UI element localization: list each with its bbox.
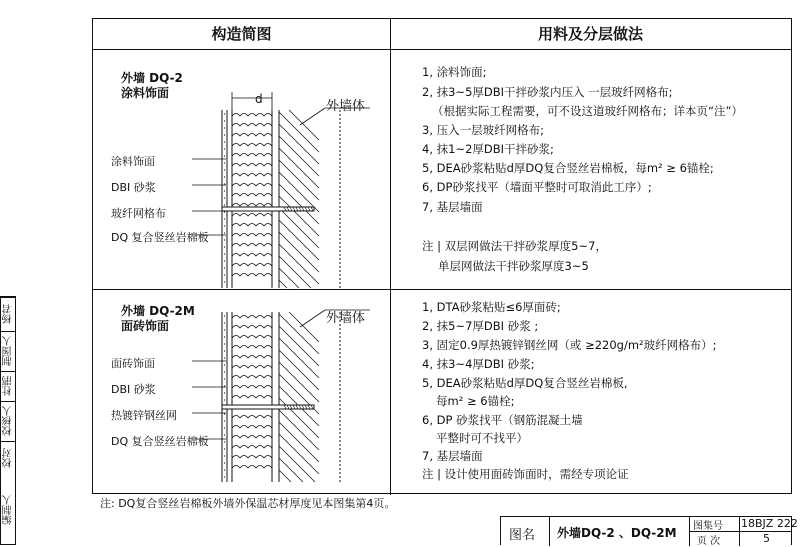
s1-step-2: 2, 抹3~5厚DBI干拌砂浆内压入 一层玻纤网格布;: [422, 85, 673, 99]
leader-rockwool: DQ 复合竖丝岩棉板: [111, 231, 209, 244]
rockwool-wave: [232, 194, 272, 197]
rockwool-wave: [232, 184, 272, 187]
wall-hatch: [279, 232, 319, 272]
mortar-dot: [224, 267, 225, 268]
leader-coating: 涂料饰面: [111, 155, 155, 168]
wall-hatch: [279, 196, 319, 236]
mortar-dot: [224, 385, 225, 386]
sidebar-cell-5: 校对: [1, 441, 15, 475]
leader-dbi: DBI 砂浆: [111, 181, 156, 194]
mortar-dot: [224, 246, 225, 247]
rockwool-wave: [232, 346, 272, 349]
rockwool-wave: [232, 134, 272, 137]
mortar-dot: [224, 371, 225, 372]
s1-step-6: 6, DP砂浆找平（墙面平整时可取消此工序）;: [422, 180, 652, 194]
tb-div-1: [549, 517, 550, 546]
s2-step-6-cont: 平整时可不找平）: [436, 431, 528, 445]
s2-step-7: 7, 基层墙面: [422, 449, 483, 463]
sidebar-cell-4: 校核人: [1, 401, 15, 441]
wall-hatch: [279, 160, 319, 200]
s2-step-5: 5, DEA砂浆粘贴d厚DQ复合竖丝岩棉板,: [422, 376, 628, 390]
section2-title-line1: 外墙 DQ-2M: [121, 304, 195, 318]
s2-step-2: 2, 抹5~7厚DBI 砂浆 ;: [422, 319, 539, 333]
wall-hatch: [279, 458, 303, 482]
mortar-dot: [224, 336, 225, 337]
rockwool-wave: [232, 224, 272, 227]
mortar-dot: [224, 183, 225, 184]
wall-hatch: [279, 422, 319, 462]
leader-tile: 面砖饰面: [111, 357, 155, 370]
mortar-dot: [224, 413, 225, 414]
rockwool-wave: [232, 124, 272, 127]
wall-hatch: [279, 326, 319, 366]
tb-name-label: 图名: [509, 528, 536, 543]
mortar-dot: [224, 469, 225, 470]
s2-step-5-cont: 每m² ≥ 6锚栓;: [436, 394, 515, 408]
section1-title-line1: 外墙 DQ-2: [121, 71, 183, 85]
mortar-dot: [224, 155, 225, 156]
wall-hatch: [279, 314, 319, 354]
wall-hatch: [289, 110, 319, 140]
mortar-dot: [224, 441, 225, 442]
rockwool-wave: [232, 114, 272, 117]
rockwool-wave: [232, 244, 272, 247]
rockwool-wave: [232, 366, 272, 369]
s2-step-4: 4, 抹3~4厚DBI 砂浆;: [422, 357, 535, 371]
rockwool-wave: [232, 144, 272, 147]
mortar-dot: [224, 190, 225, 191]
wall-hatch: [279, 172, 319, 212]
wall-hatch: [279, 244, 319, 284]
wall-hatch: [279, 350, 319, 390]
s1-step-1: 1, 涂料饰面;: [422, 65, 487, 79]
rockwool-wave: [232, 356, 272, 359]
mortar-dot: [224, 148, 225, 149]
rockwool-wave: [232, 326, 272, 329]
wall-leader: [300, 310, 325, 327]
wall-hatch: [279, 112, 319, 152]
rockwool-wave: [232, 446, 272, 449]
diagram-dq2: [192, 92, 370, 288]
rockwool-wave: [232, 274, 272, 277]
rockwool-wave: [232, 234, 272, 237]
rockwool-wave: [232, 396, 272, 399]
leader-steel-mesh: 热镀锌钢丝网: [111, 409, 177, 422]
mortar-dot: [224, 232, 225, 233]
mortar-dot: [224, 211, 225, 212]
s1-step-2-note: （根据实际工程需要，可不设这道玻纤网格布；详本页“注”）: [432, 104, 743, 118]
tb-atlas-label: 图集号: [693, 521, 723, 532]
tb-page-value: 5: [763, 532, 770, 545]
mortar-dot: [224, 239, 225, 240]
wall-hatch: [279, 148, 319, 188]
rockwool-wave: [232, 316, 272, 319]
mortar-dot: [224, 281, 225, 282]
rockwool-wave: [232, 466, 272, 469]
mortar-dot: [224, 322, 225, 323]
mortar-dot: [224, 260, 225, 261]
s1-note-1: 注 | 双层网做法干拌砂浆厚度5~7，: [422, 239, 607, 253]
wall-hatch: [279, 124, 319, 164]
mortar-dot: [224, 253, 225, 254]
wall-hatch: [279, 208, 319, 248]
rockwool-wave: [232, 336, 272, 339]
rockwool-wave: [232, 174, 272, 177]
mortar-dot: [224, 225, 225, 226]
mortar-dot: [224, 162, 225, 163]
mortar-dot: [224, 476, 225, 477]
mortar-dot: [224, 448, 225, 449]
wall-hatch: [279, 256, 311, 288]
mortar-dot: [224, 420, 225, 421]
wall-hatch: [279, 280, 287, 288]
mortar-dot: [224, 218, 225, 219]
section1-title-line2: 涂料饰面: [121, 86, 170, 100]
wall-hatch: [279, 338, 319, 378]
wall-hatch: [279, 136, 319, 176]
sidebar-cell-2: 制图人: [1, 331, 15, 371]
wall-label-2: 外墙体: [326, 311, 366, 326]
wall-hatch: [279, 268, 299, 288]
wall-hatch: [289, 312, 319, 342]
leader-rockwool-2: DQ 复合竖丝岩棉板: [111, 435, 209, 448]
rockwool-wave: [232, 376, 272, 379]
mortar-dot: [224, 392, 225, 393]
wall-hatch: [279, 470, 291, 482]
s1-step-4: 4, 抹1~2厚DBI干拌砂浆;: [422, 142, 554, 156]
rockwool-wave: [232, 456, 272, 459]
sidebar-cell-1: 杨君: [1, 297, 15, 331]
s2-step-3: 3, 固定0.9厚热镀锌钢丝网（或 ≥220g/m²玻纤网格布）;: [422, 338, 717, 352]
mortar-dot: [224, 134, 225, 135]
rockwool-wave: [232, 416, 272, 419]
s2-note: 注 | 设计使用面砖饰面时，需经专项论证: [422, 467, 629, 481]
mortar-dot: [224, 462, 225, 463]
mortar-dot: [224, 315, 225, 316]
mortar-dot: [224, 350, 225, 351]
dimension-label: d: [255, 92, 263, 106]
mortar-dot: [224, 399, 225, 400]
tb-name-value: 外墙DQ-2 、DQ-2M: [557, 526, 677, 540]
rockwool-wave: [232, 264, 272, 267]
mortar-dot: [224, 169, 225, 170]
sidebar-cell-3: 杜鹃: [1, 371, 15, 401]
mortar-dot: [224, 378, 225, 379]
diagram-dq2m: [192, 310, 370, 482]
tb-atlas-value: 18BJZ 222: [741, 517, 798, 530]
wall-leader: [300, 108, 325, 125]
mortar-dot: [224, 455, 225, 456]
s2-step-6: 6, DP 砂浆找平（钢筋混凝土墙: [422, 413, 583, 427]
wall-hatch: [279, 434, 319, 474]
mortar-dot: [224, 127, 225, 128]
wall-hatch: [279, 220, 319, 260]
mortar-dot: [224, 197, 225, 198]
mortar-dot: [224, 141, 225, 142]
rockwool-wave: [232, 154, 272, 157]
wall-hatch: [279, 362, 319, 402]
mortar-dot: [224, 120, 225, 121]
mortar-dot: [224, 176, 225, 177]
footnote: 注: DQ复合竖丝岩棉板外墙外保温芯材厚度见本图集第4页。: [100, 497, 396, 510]
rockwool-wave: [232, 436, 272, 439]
rockwool-wave: [232, 164, 272, 167]
s2-step-1: 1, DTA砂浆粘贴≤6厚面砖;: [422, 300, 561, 314]
s1-note-2: 单层网做法干拌砂浆厚度3~5: [438, 259, 589, 273]
mortar-dot: [224, 364, 225, 365]
s1-step-7: 7, 基层墙面: [422, 200, 483, 214]
mortar-dot: [224, 427, 225, 428]
wall-label-1: 外墙体: [326, 99, 366, 114]
leader-dbi-2: DBI 砂浆: [111, 383, 156, 396]
mortar-dot: [224, 357, 225, 358]
mortar-dot: [224, 329, 225, 330]
sidebar-cell-6: 编制人: [3, 495, 14, 525]
mortar-dot: [224, 343, 225, 344]
tb-page-label: 页 次: [697, 536, 721, 547]
rockwool-wave: [232, 386, 272, 389]
wall-hatch: [279, 410, 319, 450]
mortar-dot: [224, 274, 225, 275]
rockwool-wave: [232, 426, 272, 429]
header-method: 用料及分层做法: [537, 25, 643, 43]
rockwool-wave: [232, 254, 272, 257]
header-diagram: 构造简图: [211, 25, 272, 43]
wall-hatch: [279, 184, 319, 224]
mortar-dot: [224, 113, 225, 114]
signoff-sidebar: [0, 296, 16, 545]
mortar-dot: [224, 434, 225, 435]
leader-mesh: 玻纤网格布: [111, 207, 166, 220]
rockwool-wave: [232, 204, 272, 207]
rockwool-wave: [232, 214, 272, 217]
s1-step-3: 3, 压入一层玻纤网格布;: [422, 123, 545, 137]
mortar-dot: [224, 204, 225, 205]
wall-hatch: [279, 398, 319, 438]
section2-title-line2: 面砖饰面: [121, 319, 170, 333]
wall-hatch: [279, 446, 315, 482]
s1-step-5: 5, DEA砂浆粘贴d厚DQ复合竖丝岩棉板，每m² ≥ 6锚栓;: [422, 161, 714, 175]
title-block: [500, 516, 798, 547]
